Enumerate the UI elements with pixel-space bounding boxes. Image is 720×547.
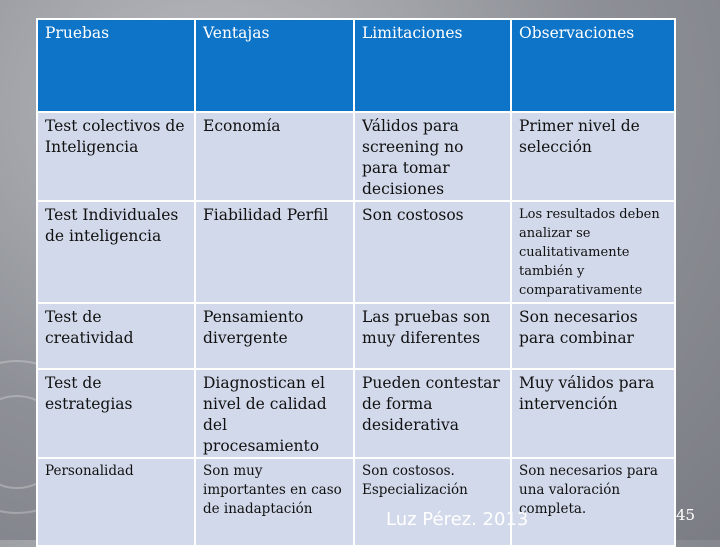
table-cell: Test de estrategias	[37, 369, 195, 458]
table-cell: Los resultados deben analizar se cualitativamente también y comparativamente	[511, 201, 675, 303]
table-cell: Test Individuales de inteligencia	[37, 201, 195, 303]
table-row	[37, 303, 675, 369]
comparison-table-container	[36, 18, 674, 530]
table-cell: Pensamiento divergente	[195, 303, 354, 369]
table-cell: Economía	[195, 112, 354, 201]
table-cell: Válidos para screening no para tomar decisiones	[354, 112, 511, 201]
table-cell: Son costosos	[354, 201, 511, 303]
table-cell: Son necesarios para una valoración completa.	[511, 458, 675, 546]
header-limitaciones: Limitaciones	[354, 19, 511, 112]
page-number: 45	[676, 506, 696, 524]
table-cell: Son costosos. Especialización	[354, 458, 511, 546]
comparison-table	[36, 18, 676, 547]
table-cell: Son necesarios para combinar	[511, 303, 675, 369]
table-cell: Pueden contestar de forma desiderativa	[354, 369, 511, 458]
table-row	[37, 201, 675, 303]
header-ventajas: Ventajas	[195, 19, 354, 112]
table-cell: Diagnostican el nivel de calidad del procesamiento	[195, 369, 354, 458]
header-pruebas: Pruebas	[37, 19, 195, 112]
table-cell: Las pruebas son muy diferentes	[354, 303, 511, 369]
table-cell: Personalidad	[37, 458, 195, 546]
table-header-row	[37, 19, 675, 112]
table-cell: Test de creatividad	[37, 303, 195, 369]
table-cell: Primer nivel de selección	[511, 112, 675, 201]
table-cell: Test colectivos de Inteligencia	[37, 112, 195, 201]
table-cell: Fiabilidad Perfil	[195, 201, 354, 303]
footer-author: Luz Pérez. 2013	[386, 509, 529, 530]
table-row	[37, 112, 675, 201]
header-observaciones: Observaciones	[511, 19, 675, 112]
table-row	[37, 458, 675, 546]
table-cell: Muy válidos para intervención	[511, 369, 675, 458]
table-row	[37, 369, 675, 458]
table-cell: Son muy importantes en caso de inadaptación	[195, 458, 354, 546]
